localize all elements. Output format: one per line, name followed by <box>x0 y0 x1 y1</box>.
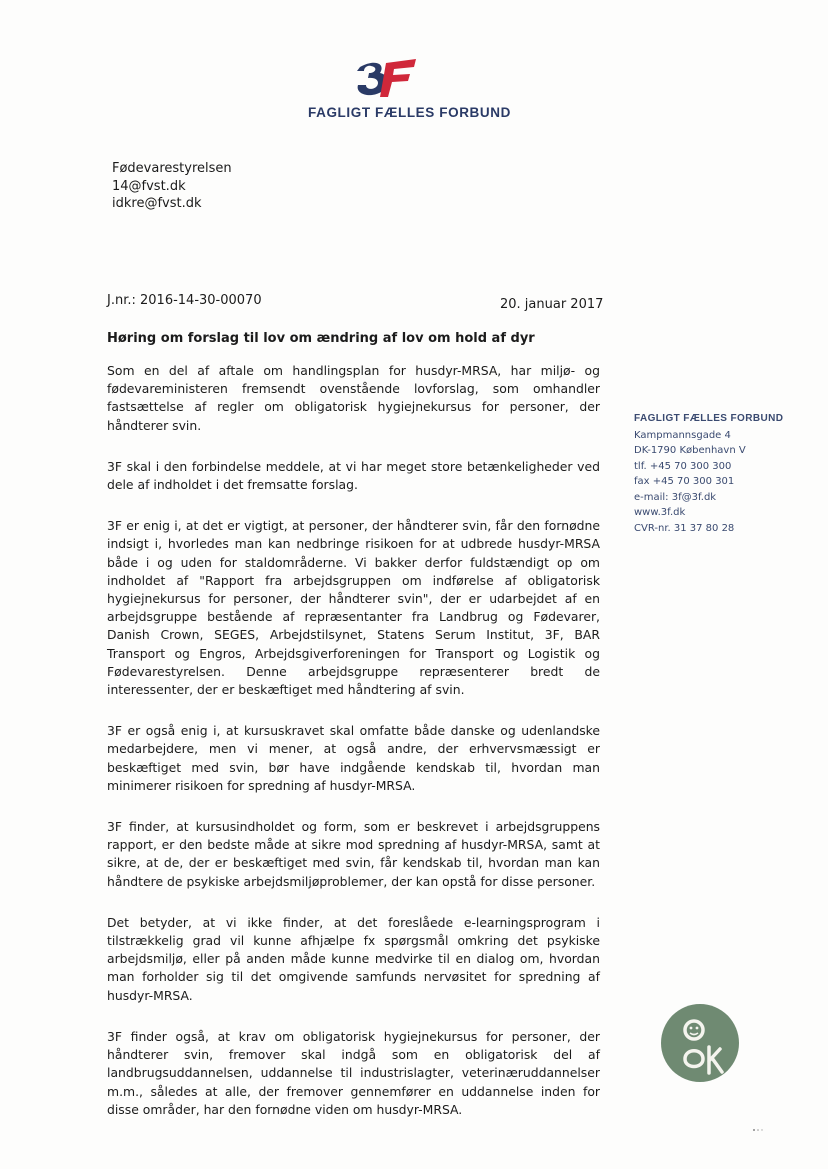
sidebar-org-name: FAGLIGT FÆLLES FORBUND <box>634 413 784 424</box>
sidebar-phone: tlf. +45 70 300 300 <box>634 460 732 472</box>
sidebar-website: www.3f.dk <box>634 507 686 518</box>
paragraph: Det betyder, at vi ikke finder, at det foreslåede e-learningsprogram i tilstrækkelig grad vil kunne afhjælpe fx spørgsmål omkring det psykiske arbejdsmiljø, eller på anden måde kunne medvirke til en dialog om, hvordan man forholder sig til det omgivende samfunds nervøsitet for spredning af husdyr-MRSA. <box>107 914 600 1003</box>
ok-badge-icon <box>660 1003 740 1083</box>
recipient-block <box>112 160 232 213</box>
3f-logo <box>340 55 430 101</box>
recipient-name: Fødevarestyrelsen <box>112 161 232 176</box>
recipient-email-1: 14@fvst.dk <box>112 178 186 194</box>
paragraph: 3F skal i den forbindelse meddele, at vi har meget store betænkeligheder ved dele af indholdet i det fremsatte forslag. <box>107 458 600 493</box>
sidebar-cvr: CVR-nr. 31 37 80 28 <box>634 522 735 534</box>
reference-number: J.nr.: 2016-14-30-00070 <box>107 293 262 308</box>
sidebar-city: DK-1790 København V <box>634 445 746 456</box>
scan-speck <box>752 1128 764 1132</box>
sidebar-email: e-mail: 3f@3f.dk <box>634 491 717 503</box>
paragraph: 3F er også enig i, at kursuskravet skal omfatte både danske og udenlandske medarbejdere, men vi mener, at også andre, der erhvervsmæssigt er beskæftiget med svin, bør have indgående kendskab til, hvordan man minimerer risikoen for spredning af husdyr-MRSA. <box>107 723 600 793</box>
letter-body <box>107 362 600 1142</box>
sidebar-fax: fax +45 70 300 301 <box>634 476 735 487</box>
paragraph: 3F er enig i, at det er vigtigt, at personer, der håndterer svin, får den fornødne indsigt i, hvorledes man kan nedbringe risikoen for at udbrede husdyr-MRSA både i og uden for staldområderne. Vi bakker derfor fuldstændigt op om indholdet af "Rapport fra arbejdsgruppen om indførelse af obligatorisk hygiejnekursus for personer, der håndterer svin", der er udarbejdet af en arbejdsgruppe bestående af repræsentanter fra Landbrug og Fødevarer, Danish Crown, SEGES, Arbejdstilsynet, Statens Serum Institut, 3F, BAR Transport og Engros, Arbejdsgiverforeningen for Transport og Logistik og Fødevarestyrelsen. Denne arbejdsgruppe repræsenterer bredt de interessenter, der er beskæftiget med håndtering af svin. <box>107 518 600 698</box>
subject-heading: Høring om forslag til lov om ændring af lov om hold af dyr <box>107 331 535 346</box>
recipient-email-2: idkre@fvst.dk <box>112 196 202 211</box>
paragraph: 3F finder også, at krav om obligatorisk hygiejnekursus for personer, der håndterer svin, fremover skal indgå som en obligatorisk del af landbrugsuddannelsen, uddannelse til industrislagter, veterinæruddannelser m.m., således at alle, der fremover gennemfører en uddannelse inden for disse områder, har den fornødne viden om husdyr-MRSA. <box>107 1028 600 1117</box>
sidebar-address: Kampmannsgade 4 <box>634 429 731 441</box>
sidebar-contact <box>634 411 783 536</box>
letter-date: 20. januar 2017 <box>500 297 604 312</box>
org-name: FAGLIGT FÆLLES FORBUND <box>308 105 511 120</box>
paragraph: 3F finder, at kursusindholdet og form, som er beskrevet i arbejdsgruppens rapport, er den bedste måde at sikre mod spredning af husdyr-MRSA, samt at sikre, at de, der er beskæftiget med svin, får kendskab til, hvordan man kan håndtere de psykiske arbejdsmiljøproblemer, der kan opstå for disse personer. <box>107 819 600 889</box>
paragraph: Som en del af aftale om handlingsplan for husdyr-MRSA, har miljø- og fødevareministeren fremsendt ovenstående lovforslag, som omhandler fastsættelse af regler om obligatorisk hygiejnekursus for personer, der håndterer svin. <box>107 363 600 433</box>
